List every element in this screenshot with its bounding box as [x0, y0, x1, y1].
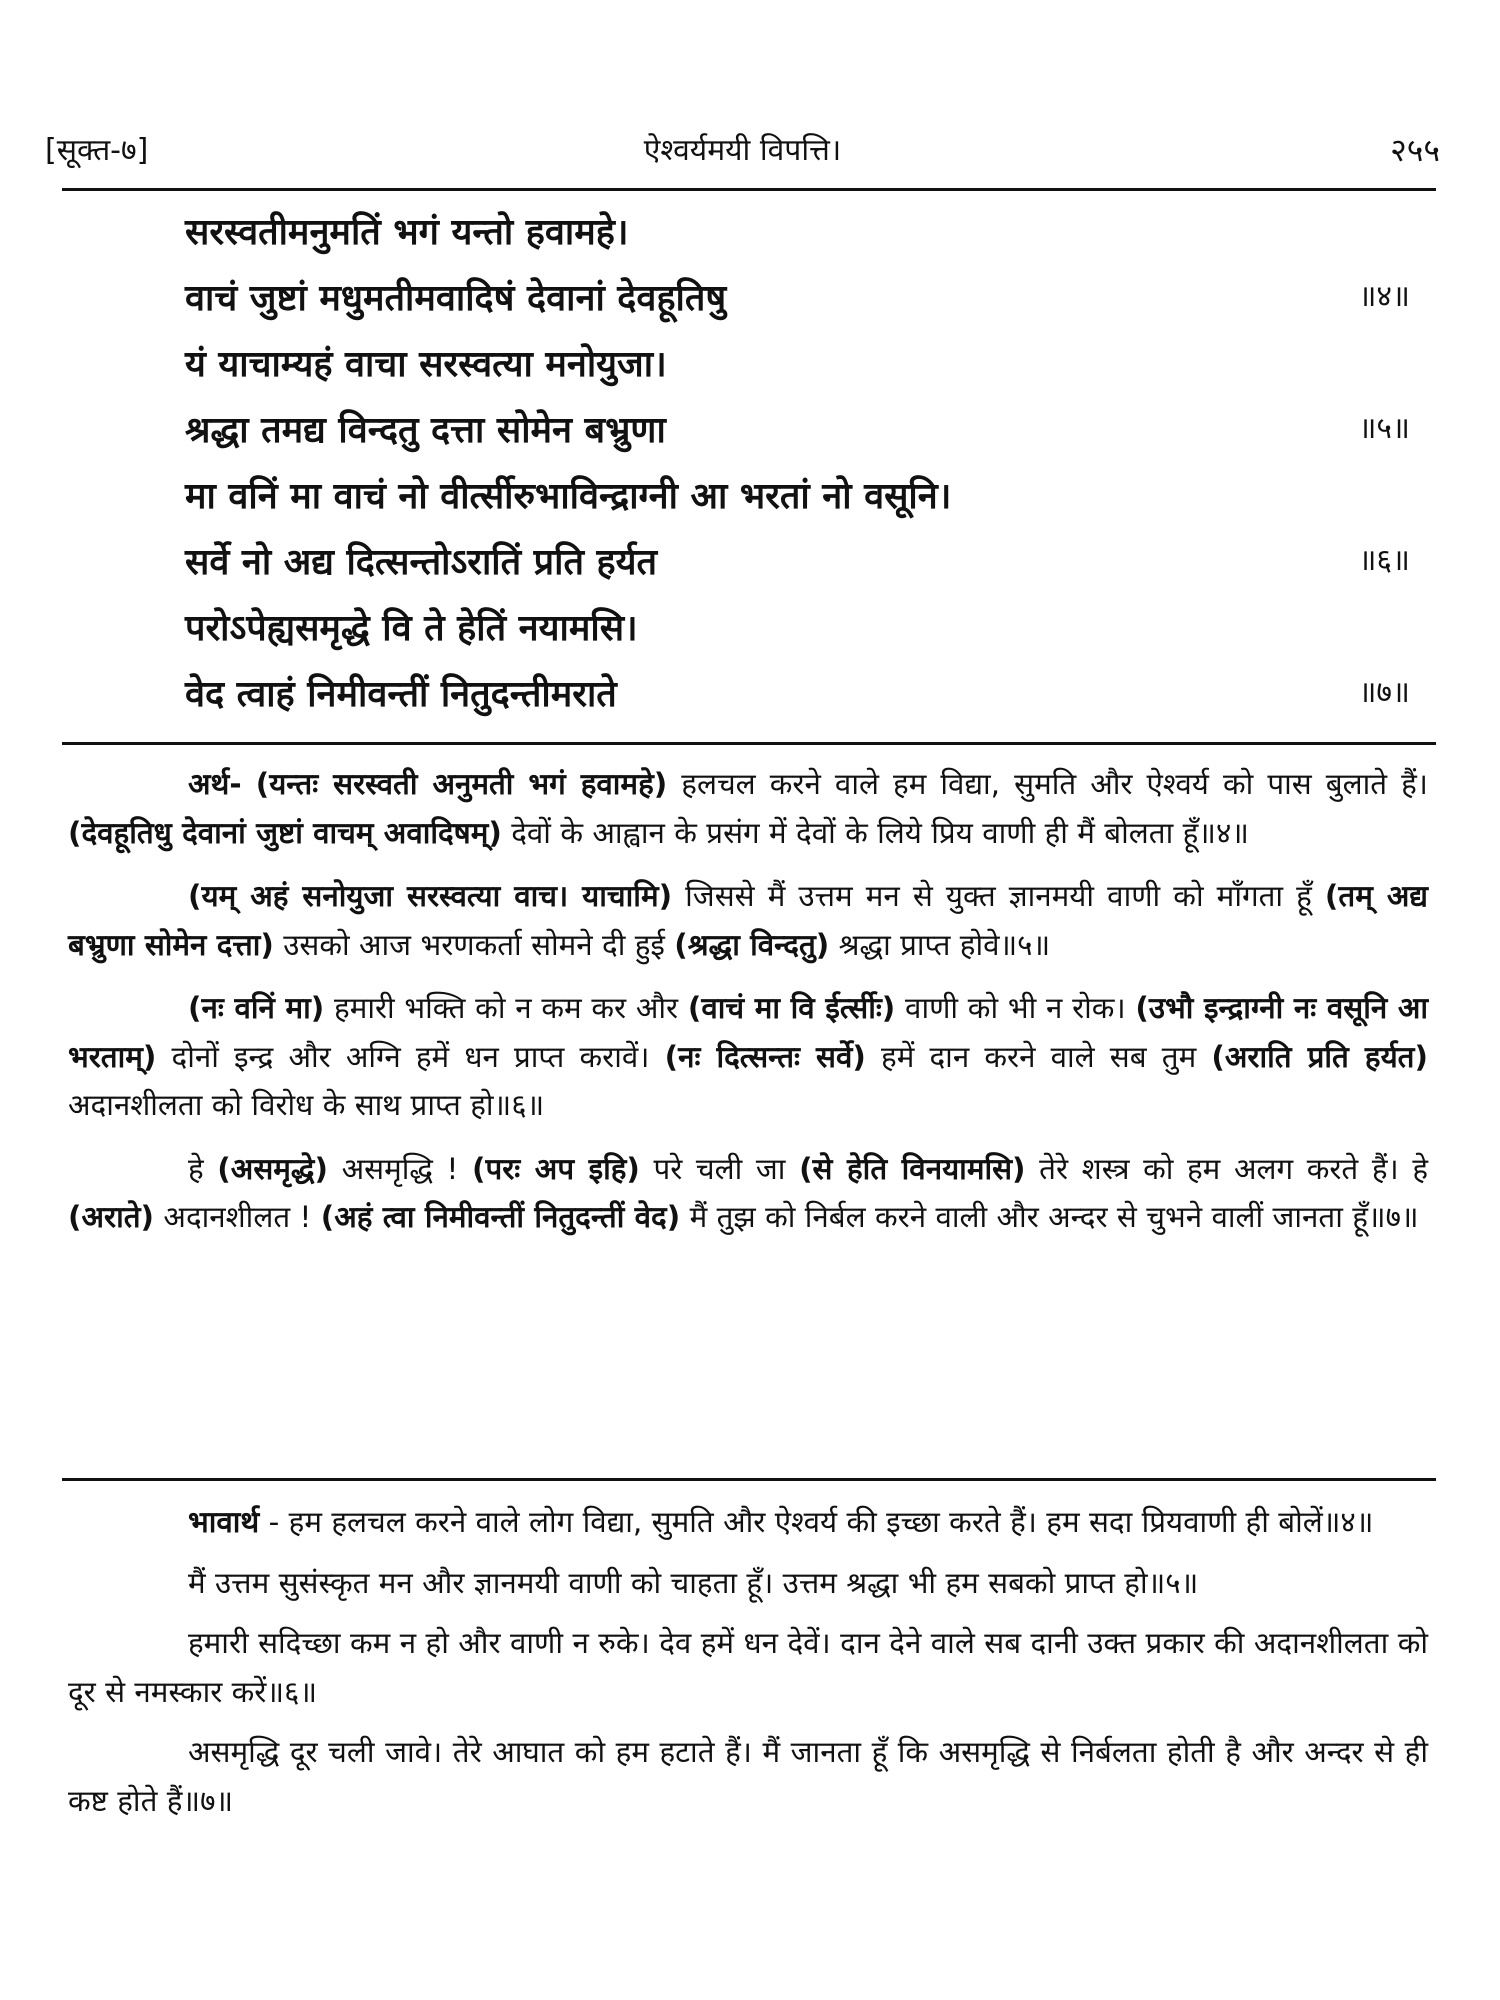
- meaning-text: हमें दान करने वाले सब तुम: [865, 1039, 1212, 1074]
- meaning-section: [68, 760, 1428, 1257]
- verse-text: वेद त्वाहं निमीवन्तीं नितुदन्तीमराते: [185, 674, 617, 715]
- mantra-phrase: (असमृद्धे): [217, 1151, 328, 1186]
- verse-line: [185, 470, 1410, 536]
- mantra-phrase: (अहं त्वा निमीवन्तीं नितुदन्तीं वेद): [320, 1200, 681, 1234]
- mantra-phrase: (परः अप इहि): [472, 1151, 640, 1186]
- mantra-phrase: (नः दित्सन्तः सर्वे): [664, 1039, 866, 1074]
- mantra-phrase: (अराते): [68, 1200, 155, 1234]
- mantra-phrase: (वाचं मा वि ईर्त्सीः): [687, 991, 896, 1025]
- meaning-text: तेरे शस्त्र को हम अलग करते हैं। हे: [1025, 1151, 1429, 1186]
- verse-line: [185, 404, 1410, 470]
- sukta-label: [सूक्त-७]: [45, 133, 149, 168]
- mantra-phrase: (नः वनिं मा): [188, 991, 325, 1025]
- section-rule: [62, 1478, 1436, 1481]
- verse-line: [185, 338, 1410, 404]
- meaning-text: जिससे मैं उत्तम मन से युक्त ज्ञानमयी वाणी को माँगता हूँ: [672, 879, 1325, 913]
- verse-line: [185, 272, 1410, 338]
- bhavarth-paragraph: [68, 1498, 1428, 1547]
- meaning-text: श्रद्धा प्राप्त होवे॥५॥: [829, 927, 1051, 962]
- verse-text: यं याचाम्यहं वाचा सरस्वत्या मनोयुजा।: [185, 344, 667, 385]
- meaning-text: वाणी को भी न रोक।: [895, 991, 1136, 1025]
- meaning-text: परे चली जा: [639, 1151, 800, 1186]
- verse-line: [185, 602, 1410, 668]
- meaning-text: अदानशीलत !: [154, 1200, 321, 1234]
- bhavarth-label: भावार्थ: [188, 1505, 260, 1539]
- verse-number: ॥७॥: [1358, 675, 1410, 710]
- meaning-text: हे: [188, 1151, 218, 1186]
- verse-line: [185, 668, 1410, 734]
- mantra-phrase: (से हेति विनयामसि): [799, 1151, 1026, 1186]
- meaning-text: देवों के आह्वान के प्रसंग में देवों के लिये प्रिय वाणी ही मैं बोलता हूँ॥४॥: [501, 815, 1249, 850]
- verse-text: परोऽपेह्यसमृद्धे वि ते हेतिं नयामसि।: [185, 608, 638, 649]
- meaning-text: हलचल करने वाले हम विद्या, सुमति और ऐश्वर्य को पास बुलाते हैं।: [667, 767, 1428, 801]
- mantra-phrase: (श्रद्धा विन्दतु): [674, 927, 830, 962]
- meaning-label: अर्थ-: [188, 767, 242, 801]
- meaning-text: उसको आज भरणकर्ता सोमने दी हुई: [273, 927, 675, 962]
- mantra-phrase: (देवहूतिधु देवानां जुष्टां वाचम् अवादिषम्): [68, 815, 502, 850]
- verse-number: ॥४॥: [1358, 279, 1410, 314]
- mantra-phrase: (यम् अहं सनोयुजा सरस्वत्या वाच। याचामि): [188, 879, 673, 913]
- meaning-paragraph: [68, 984, 1428, 1130]
- bhavarth-text: - हम हलचल करने वाले लोग विद्या, सुमति और ऐश्वर्य की इच्छा करते हैं। हम सदा प्रियवाणी ही बोलें॥४॥: [259, 1505, 1374, 1539]
- meaning-text: मैं तुझ को निर्बल करने वाली और अन्दर से चुभने वालीं जानता हूँ॥७॥: [680, 1200, 1419, 1234]
- verse-line: [185, 206, 1410, 272]
- mantra-phrase: (उभौ इन्द्राग्नी नः वसूनि आ भरताम्): [68, 991, 1429, 1074]
- page-header: [45, 128, 1440, 188]
- verse-text: मा वनिं मा वाचं नो वीर्त्सीरुभाविन्द्राग्नी आ भरतां नो वसूनि।: [185, 476, 952, 517]
- meaning-paragraph: [68, 872, 1428, 969]
- mantra-phrase: (अराति प्रति हर्यत): [1211, 1039, 1428, 1074]
- meaning-text: अदानशीलता को विरोध के साथ प्राप्त हो॥६॥: [68, 1088, 545, 1122]
- verse-number: ॥५॥: [1358, 411, 1410, 446]
- header-rule: [62, 188, 1436, 191]
- verse-line: [185, 536, 1410, 602]
- meaning-text: हमारी भक्ति को न कम कर और: [324, 991, 688, 1025]
- verse-text: सर्वे नो अद्य दित्सन्तोऽरातिं प्रति हर्यत: [185, 542, 658, 583]
- meaning-text: असमृद्धि !: [327, 1151, 472, 1186]
- bhavarth-paragraph: मैं उत्तम सुसंस्कृत मन और ज्ञानमयी वाणी को चाहता हूँ। उत्तम श्रद्धा भी हम सबको प्राप्त हो॥५॥: [188, 1565, 1199, 1600]
- mantra-phrase: (यन्तः सरस्वती अनुमती भगं हवामहे): [255, 767, 668, 801]
- meaning-text: दोनों इन्द्र और अग्नि हमें धन प्राप्त करावें।: [156, 1039, 665, 1074]
- meaning-paragraph: [68, 1145, 1428, 1242]
- meaning-paragraph: [68, 760, 1428, 857]
- bhavarth-section: [68, 1498, 1428, 1837]
- verse-text: श्रद्धा तमद्य विन्दतु दत्ता सोमेन बभ्रुणा: [185, 410, 666, 451]
- mantra-phrase: (तम् अद्य बभ्रुणा सोमेन दत्ता): [68, 879, 1428, 962]
- bhavarth-paragraph: हमारी सदिच्छा कम न हो और वाणी न रुके। देव हमें धन देवें। दान देने वाले सब दानी उक्त प्रकार की अदानशीलता को दूर से नमस्कार करें॥६॥: [68, 1626, 1428, 1709]
- running-title: ऐश्वर्यमयी विपत्ति।: [643, 133, 842, 168]
- section-rule: [62, 742, 1436, 745]
- verse-number: ॥६॥: [1358, 543, 1410, 578]
- mantra-block: [185, 206, 1410, 734]
- verse-text: सरस्वतीमनुमतिं भगं यन्तो हवामहे।: [185, 212, 629, 253]
- bhavarth-paragraph: असमृद्धि दूर चली जावे। तेरे आघात को हम हटाते हैं। मैं जानता हूँ कि असमृद्धि से निर्बलता होती है और अन्दर से ही कष्ट होते हैं॥७॥: [68, 1735, 1428, 1818]
- page-number: २५५: [1390, 131, 1440, 169]
- verse-text: वाचं जुष्टां मधुमतीमवादिषं देवानां देवहूतिषु: [185, 278, 727, 319]
